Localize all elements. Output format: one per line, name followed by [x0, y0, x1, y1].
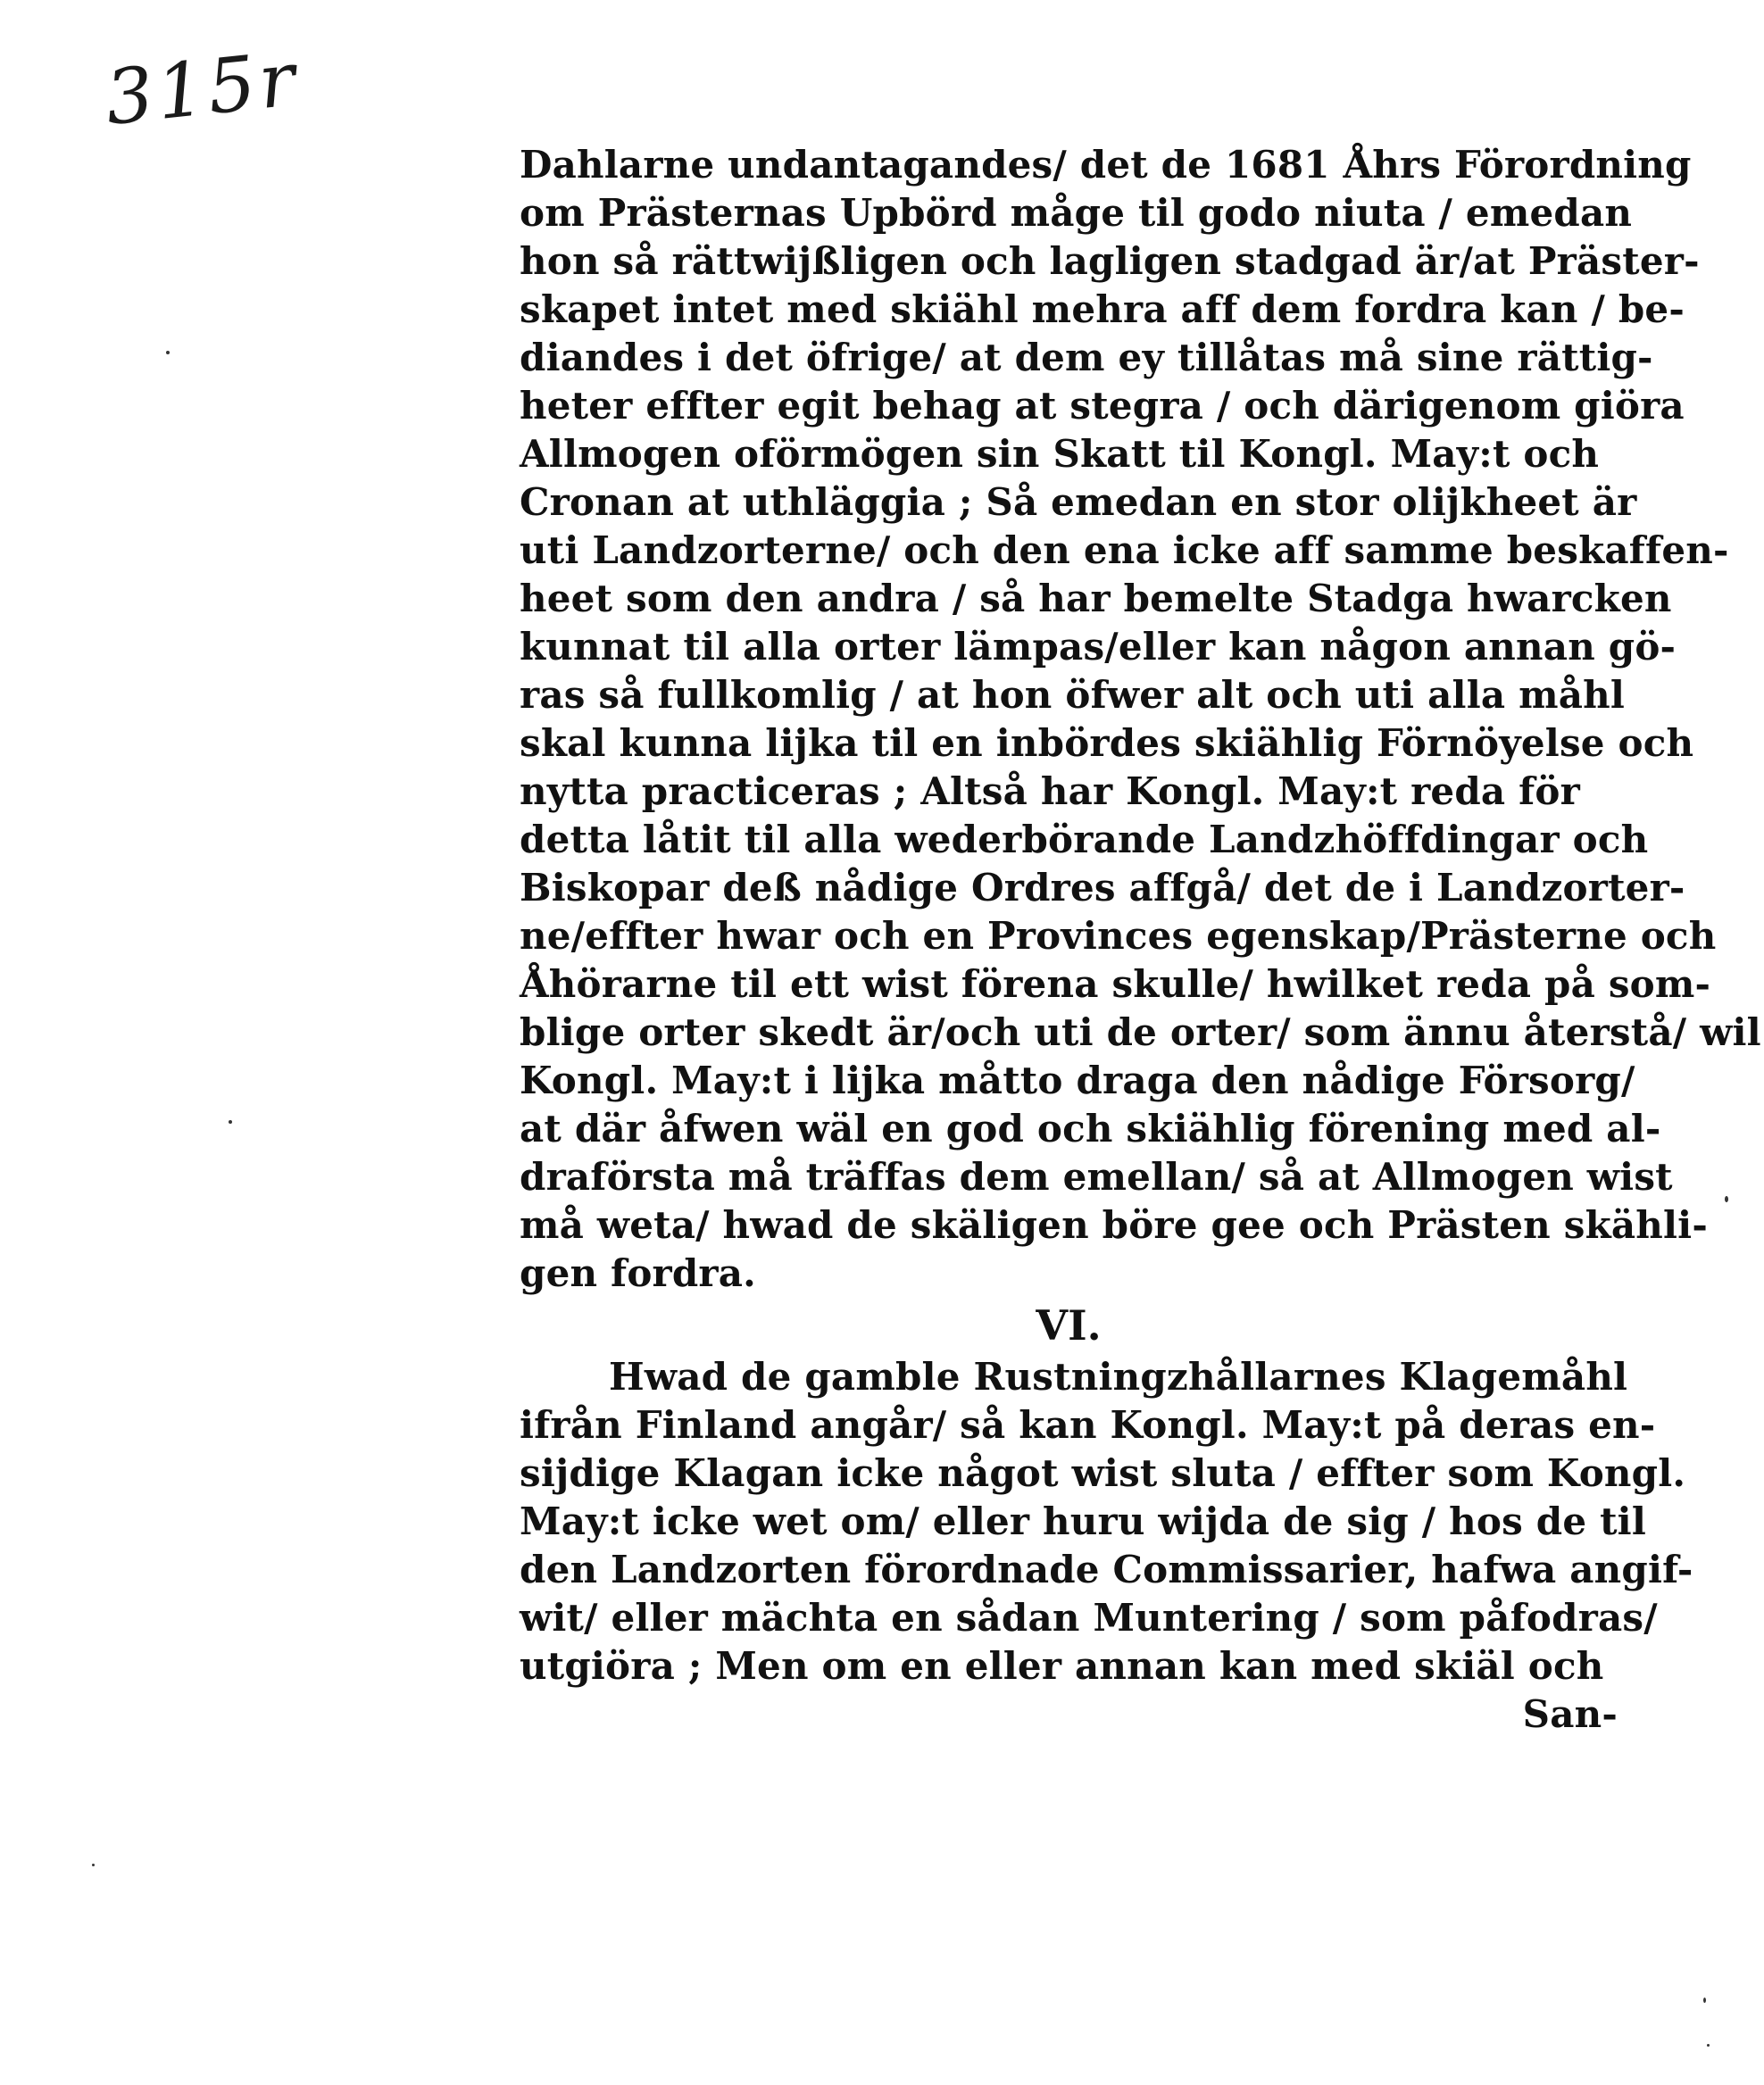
text-line: detta låtit til alla wederbörande Landzhöffdingar och [520, 818, 1649, 861]
text-line: May:t icke wet om/ eller huru wijda de sig / hos de til [520, 1499, 1646, 1543]
text-line: Dahlarne undantagandes/ det de 1681 Åhrs Förordning [520, 143, 1692, 187]
text-line: skal kunna lijka til en inbördes skiählig Förnöyelse och [520, 721, 1694, 765]
text-line: uti Landzorterne/ och den ena icke aff samme beskaffen- [520, 528, 1729, 572]
text-line: at där åfwen wäl en god och skiählig förening med al- [520, 1107, 1661, 1150]
scan-speck [166, 351, 170, 354]
text-line: den Landzorten förordnade Commissarier, hafwa angif- [520, 1548, 1693, 1591]
text-line: Allmogen oförmögen sin Skatt til Kongl. May:t och [520, 432, 1600, 476]
text-line: nytta practiceras ; Altså har Kongl. May:t reda för [520, 769, 1580, 813]
paragraph-2 [520, 1353, 1693, 1690]
text-line: Biskopar deß nådige Ordres affgå/ det de i Landzorter- [520, 866, 1685, 910]
text-line: utgiöra ; Men om en eller annan kan med skiäl och [520, 1644, 1604, 1688]
text-line: skapet intet med skiähl mehra aff dem fordra kan / be- [520, 287, 1685, 331]
text-line: ras så fullkomlig / at hon öfwer alt och uti alla måhl [520, 673, 1626, 717]
folio-number: 315r [101, 34, 304, 143]
text-line: Kongl. May:t i lijka måtto draga den nådige Försorg/ [520, 1059, 1635, 1102]
section-heading: VI. [1036, 1301, 1102, 1350]
text-line: ne/effter hwar och en Provinces egenskap/Prästerne och [520, 914, 1717, 958]
text-line: heet som den andra / så har bemelte Stadga hwarcken [520, 577, 1672, 620]
scan-speck [1725, 1196, 1728, 1202]
scan-speck [229, 1120, 232, 1124]
text-line: sijdige Klagan icke något wist sluta / effter som Kongl. [520, 1451, 1686, 1495]
text-line: kunnat til alla orter lämpas/eller kan någon annan gö- [520, 625, 1677, 669]
text-line: om Prästernas Upbörd måge til godo niuta / emedan [520, 191, 1633, 235]
text-line: Åhörarne til ett wist förena skulle/ hwilket reda på som- [520, 962, 1711, 1006]
text-line: wit/ eller mächta en sådan Muntering / som påfodras/ [520, 1596, 1658, 1640]
text-line: heter effter egit behag at stegra / och därigenom giöra [520, 384, 1685, 428]
text-block [520, 141, 1761, 1739]
scan-speck [92, 1864, 95, 1866]
scan-speck [1707, 2044, 1710, 2047]
text-line: blige orter skedt är/och uti de orter/ som ännu återstå/ wil [520, 1010, 1761, 1054]
paragraph-1 [520, 141, 1761, 1298]
text-line: må weta/ hwad de skäligen böre gee och Prästen skähli- [520, 1203, 1708, 1247]
text-line: hon så rättwijßligen och lagligen stadgad är/at Präster- [520, 239, 1700, 283]
text-line: diandes i det öfrige/ at dem ey tillåtas må sine rättig- [520, 336, 1653, 379]
text-line: Hwad de gamble Rustningzhållarnes Klagemåhl [609, 1355, 1628, 1399]
text-line: gen fordra. [520, 1251, 756, 1295]
text-line: Cronan at uthläggia ; Så emedan en stor olijkheet är [520, 480, 1637, 524]
text-line: draförsta må träffas dem emellan/ så at Allmogen wist [520, 1155, 1673, 1199]
catchword: San- [1522, 1692, 1618, 1736]
text-line: ifrån Finland angår/ så kan Kongl. May:t på deras en- [520, 1403, 1656, 1447]
scan-speck [1703, 1998, 1706, 2003]
